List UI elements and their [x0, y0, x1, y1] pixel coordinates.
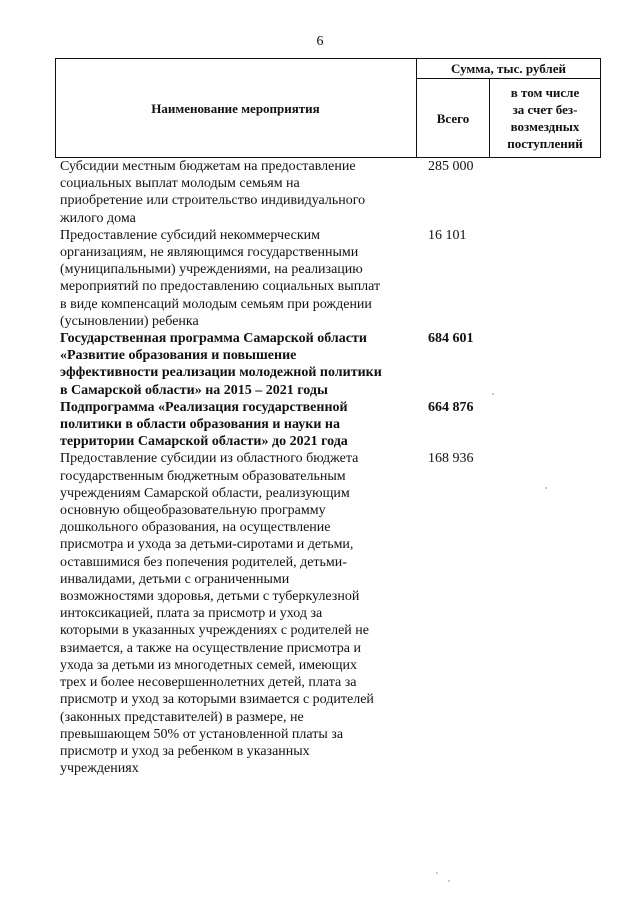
row-name-line: трех и более несовершеннолетних детей, плата за	[60, 675, 357, 691]
row-name-line: взимается, а также на осуществление присмотра и	[60, 640, 361, 656]
row-name-line: учреждениях	[60, 761, 139, 777]
row-name-line: присмотр и уход за ребенком в указанных	[60, 743, 310, 759]
incl-header-line: поступлений	[507, 136, 583, 151]
scan-speck	[448, 880, 450, 882]
row-name-line: политики в области образования и науки на	[60, 417, 340, 433]
row-name-line: в виде компенсаций молодым семьям при рождении	[60, 296, 372, 312]
row-name-line: «Развитие образования и повышение	[60, 348, 297, 364]
row-name	[60, 227, 400, 330]
scan-speck	[545, 487, 547, 489]
row-name-line: территории Самарской области» до 2021 года	[60, 434, 348, 450]
row-name-line: (усыновлении) ребенка	[60, 313, 199, 329]
row-name-line: дошкольного образования, на осуществление	[60, 520, 331, 536]
row-total: 684 601	[428, 331, 474, 347]
incl-header-line: за счет без-	[512, 102, 578, 117]
incl-header-line: возмездных	[510, 119, 580, 134]
row-name-line: присмотра и ухода за детьми-сиротами и детьми,	[60, 537, 354, 553]
row-name	[60, 330, 400, 399]
row-total: 16 101	[428, 227, 467, 243]
incl-column-header	[490, 79, 600, 157]
row-name-line: основную общеобразовательную программу	[60, 503, 326, 519]
row-name-line: присмотр и уход за которыми взимается с родителей	[60, 692, 374, 708]
table-row	[60, 399, 600, 451]
row-name-line: (муниципальными) учреждениями, на реализацию	[60, 262, 363, 278]
row-name-line: Государственная программа Самарской области	[60, 331, 367, 347]
row-name	[60, 450, 400, 777]
header-right-border	[600, 58, 601, 158]
row-name-line: организациям, не являющимся государственными	[60, 245, 359, 261]
row-name-line: социальных выплат молодым семьям на	[60, 176, 300, 192]
row-total: 664 876	[428, 399, 474, 415]
row-name-line: приобретение или строительство индивидуального	[60, 193, 366, 209]
row-name-line: жилого дома	[60, 210, 136, 226]
row-name-line: (законных представителей) в размере, не	[60, 709, 304, 725]
row-name-line: которыми в указанных учреждениях с родителей не	[60, 623, 369, 639]
name-column-header: Наименование мероприятия	[151, 100, 320, 116]
incl-header-line: в том числе	[510, 85, 580, 100]
total-column-header: Всего	[436, 110, 470, 126]
sum-group-header: Сумма, тыс. рублей	[451, 60, 566, 76]
row-name-line: мероприятий по предоставлению социальных выплат	[60, 279, 381, 295]
row-name-line: возможностями здоровья, детьми с туберкулезной	[60, 589, 360, 605]
row-name-line: Подпрограмма «Реализация государственной	[60, 399, 348, 415]
page-number: 6	[316, 34, 324, 49]
table-row	[60, 450, 600, 777]
row-name-line: Субсидии местным бюджетам на предоставление	[60, 159, 356, 174]
row-name-line: инвалидами, детьми с ограниченными	[60, 571, 290, 587]
row-name-line: Предоставление субсидий некоммерческим	[60, 227, 321, 243]
table-row	[60, 330, 600, 399]
table-header	[55, 58, 601, 158]
row-name-line: учреждениям Самарской области, реализующим	[60, 485, 350, 501]
row-name-line: превышающем 50% от установленной платы за	[60, 726, 344, 742]
row-name-line: ухода за детьми из многодетных семей, имеющих	[60, 657, 358, 673]
scan-speck	[436, 872, 438, 874]
row-total: 285 000	[428, 159, 474, 174]
table-row	[60, 158, 600, 227]
row-name-line: в Самарской области» на 2015 – 2021 годы	[60, 382, 328, 398]
row-name-line: интоксикацией, плата за присмотр и уход за	[60, 606, 323, 622]
table-body	[60, 158, 600, 777]
scan-speck	[492, 393, 494, 395]
row-name-line: Предоставление субсидии из областного бюджета	[60, 451, 359, 467]
row-name-line: государственным бюджетным образовательным	[60, 468, 346, 484]
row-total: 168 936	[428, 451, 474, 467]
row-name	[60, 158, 400, 227]
row-name-line: оставшимися без попечения родителей, детьми-	[60, 554, 347, 570]
table-row	[60, 227, 600, 330]
row-name	[60, 399, 400, 451]
row-name-line: эффективности реализации молодежной политики	[60, 365, 382, 381]
